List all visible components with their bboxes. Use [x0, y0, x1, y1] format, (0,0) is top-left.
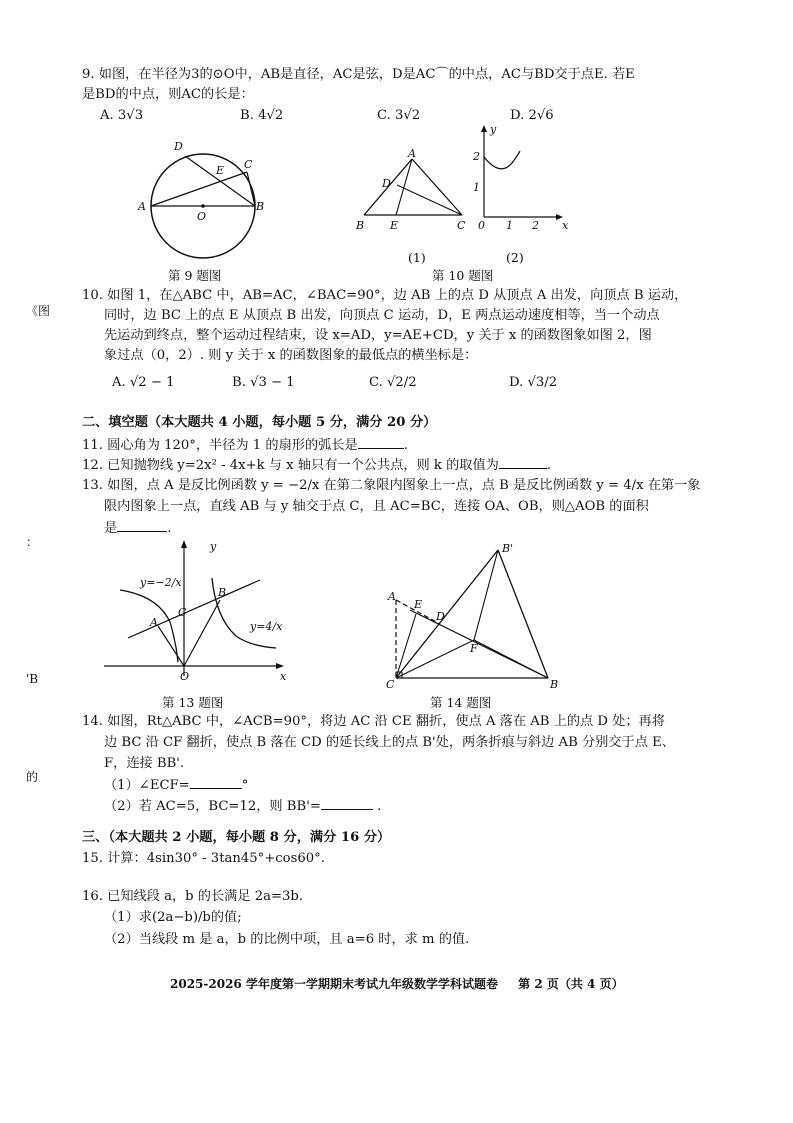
fig10-caption-1: (1) — [408, 250, 426, 265]
q14-sub2: （2）若 AC=5，BC=12，则 BB'= . — [104, 799, 382, 814]
q16-sub1: （1）求(2a−b)/b的值; — [104, 910, 242, 925]
fig9-label-c: C — [244, 158, 253, 171]
section-2-title: 二、填空题（本大题共 4 小题，每小题 5 分，满分 20 分） — [82, 415, 437, 430]
fig13-label-fpos: y=4/x — [250, 620, 283, 633]
q10-line2: 同时，边 BC 上的点 E 从顶点 B 出发，向顶点 C 运动，D，E 两点运动速度相等，当一个动点 — [104, 308, 660, 323]
fig13-label-c: C — [178, 606, 187, 619]
fig14-label-f: F — [470, 642, 478, 655]
q16-line1: 16. 已知线段 a，b 的长满足 2a=3b. — [82, 889, 304, 904]
figure-10-triangle — [352, 145, 472, 245]
q11: 11. 圆心角为 120°，半径为 1 的扇形的弧长是 . — [82, 438, 408, 453]
fig13-label-b: B — [218, 586, 227, 599]
q9-line1: 9. 如图，在半径为3的⊙O中，AB是直径，AC是弦，D是AC⌒的中点，AC与BD交于点E. 若E — [82, 67, 635, 82]
q13-caption: 第 13 题图 — [162, 695, 224, 710]
q10-line3: 先运动到终点，整个运动过程结束，设 x=AD，y=AE+CD，y 关于 x 的函数图象如图 2，图 — [104, 328, 652, 343]
q15: 15. 计算：4sin30° - 3tan45°+cos60°. — [82, 851, 325, 866]
fig10b-tick-x0: 0 — [478, 219, 485, 232]
q14-sub1-unit: ° — [241, 778, 249, 793]
fig14-label-b: B — [550, 678, 559, 691]
fig9-label-b: B — [256, 200, 265, 213]
fig10a-label-e: E — [390, 219, 399, 232]
q10-option-c: C. √2/2 — [369, 375, 417, 390]
q13-line3: 是 . — [104, 521, 172, 536]
q9-option-a: A. 3√3 — [100, 108, 144, 123]
fig10a-label-d: D — [382, 177, 391, 190]
fig10b-tick-1: 1 — [473, 181, 480, 194]
q14-sub1 — [104, 776, 248, 795]
fig10b-label-x: x — [562, 219, 569, 232]
q12-text: 12. 已知抛物线 y=2x² - 4x+k 与 x 轴只有一个公共点，则 k 的取值为 — [82, 458, 499, 473]
q11-text: 11. 圆心角为 120°，半径为 1 的扇形的弧长是 — [82, 438, 358, 453]
fig10-caption-2: (2) — [506, 250, 524, 265]
q12: 12. 已知抛物线 y=2x² - 4x+k 与 x 轴只有一个公共点，则 k 的取值为 . — [82, 458, 552, 473]
margin-mark-4: 的 — [26, 770, 39, 784]
fig10a-label-c: C — [457, 219, 466, 232]
footer-page-number: 第 2 页（共 4 页） — [518, 977, 624, 991]
q14-sub1-text: （1）∠ECF= — [104, 778, 190, 793]
section-3-title: 三、（本大题共 2 小题，每小题 8 分，满分 16 分） — [82, 830, 391, 845]
fig14-label-d: D — [436, 610, 445, 623]
figure-14-triangle — [380, 538, 565, 691]
q9-option-c: C. 3√2 — [377, 108, 421, 123]
fig14-label-e: E — [414, 598, 423, 611]
fig9-label-o: O — [197, 210, 207, 223]
q14-caption: 第 14 题图 — [430, 695, 492, 710]
figure-9-circle — [140, 130, 280, 260]
fig9-label-d: D — [174, 140, 183, 153]
q14-sub2-blank[interactable] — [321, 797, 373, 810]
q10-option-b: B. √3 − 1 — [232, 375, 295, 390]
q12-blank[interactable] — [499, 456, 547, 469]
q9-line2: 是BD的中点，则AC的长是： — [82, 87, 254, 102]
fig10b-tick-2: 2 — [473, 150, 480, 163]
q9-caption: 第 9 题图 — [168, 268, 222, 283]
q9-option-d: D. 2√6 — [510, 108, 554, 123]
fig13-label-o: O — [180, 670, 190, 683]
q14-line1: 14. 如图，Rt△ABC 中，∠ACB=90°，将边 AC 沿 CE 翻折，使点 A 落在 AB 上的点 D 处；再将 — [82, 714, 665, 729]
fig10b-label-y: y — [490, 123, 497, 136]
q10-caption: 第 10 题图 — [432, 268, 494, 283]
q14-line3: F，连接 BB'. — [104, 756, 185, 771]
fig9-label-e: E — [216, 164, 225, 177]
figure-10-graph — [470, 125, 580, 235]
margin-mark-3: 'B — [26, 672, 39, 686]
fig14-label-a: A — [388, 590, 396, 603]
footer-title: 2025-2026 学年度第一学期期末考试九年级数学学科试题卷 — [170, 977, 498, 991]
q10-option-a: A. √2 − 1 — [112, 375, 175, 390]
q9-option-b: B. 4√2 — [240, 108, 284, 123]
q10-option-d: D. √3/2 — [509, 375, 558, 390]
fig13-label-fneg: y=−2/x — [140, 576, 182, 589]
q13-text-3: 是 — [104, 521, 118, 536]
q11-blank[interactable] — [358, 436, 404, 449]
fig9-label-a: A — [138, 200, 146, 213]
q14-sub2-text: （2）若 AC=5，BC=12，则 BB'= — [104, 799, 321, 814]
fig10a-label-a: A — [408, 147, 416, 160]
q14-sub1-blank[interactable] — [190, 776, 242, 789]
q10-line4: 象过点（0，2）. 则 y 关于 x 的函数图象的最低点的横坐标是： — [104, 348, 478, 363]
fig13-label-y: y — [210, 540, 217, 553]
margin-mark-1: 《图 — [26, 304, 51, 318]
fig10b-tick-x1: 1 — [506, 219, 513, 232]
fig10a-label-b: B — [356, 219, 365, 232]
fig13-label-a: A — [150, 616, 158, 629]
figure-13-graph — [100, 538, 300, 688]
q13-line2: 限内图象上一点，直线 AB 与 y 轴交于点 C，且 AC=BC，连接 OA、OB，则△AOB 的面积 — [104, 499, 649, 514]
fig14-label-bprime: B' — [502, 542, 514, 555]
fig13-label-x: x — [280, 670, 287, 683]
fig10b-tick-x2: 2 — [532, 219, 539, 232]
fig14-label-c: C — [386, 678, 395, 691]
margin-mark-2: ： — [26, 535, 39, 549]
q13-blank[interactable] — [117, 519, 167, 532]
q16-sub2: （2）当线段 m 是 a，b 的比例中项，且 a=6 时，求 m 的值. — [104, 932, 470, 947]
page-footer — [170, 975, 640, 992]
q14-line2: 边 BC 沿 CF 翻折，使点 B 落在 CD 的延长线上的点 B'处，两条折痕与斜边 AB 分别交于点 E、 — [104, 735, 675, 750]
q10-line1: 10. 如图 1，在△ABC 中，AB=AC，∠BAC=90°，边 AB 上的点 D 从顶点 A 出发，向顶点 B 运动， — [82, 288, 688, 303]
q13-line1: 13. 如图，点 A 是反比例函数 y = −2/x 在第二象限内图象上一点，点 B 是反比例函数 y = 4/x 在第一象 — [82, 478, 701, 493]
